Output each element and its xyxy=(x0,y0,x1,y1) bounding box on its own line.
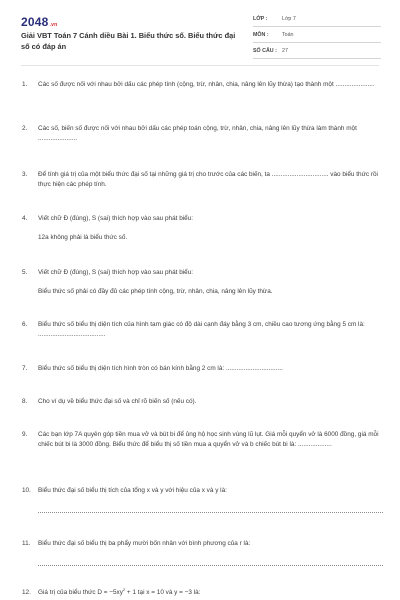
question-text: Các số được nối với nhau bởi dấu các phép tính (cộng, trừ, nhân, chia, nâng lên lũy thừa) tạo thành một ...................... xyxy=(38,81,375,88)
logo-suffix-text: .vn xyxy=(49,22,58,28)
document-meta xyxy=(253,14,381,62)
logo-main-text: 2048 xyxy=(21,15,49,29)
meta-row-subject xyxy=(253,30,381,43)
question-number: 11. xyxy=(22,540,31,547)
question-body xyxy=(38,214,380,243)
question-text: Biểu thức số biểu thị diện tích của hình tam giác có độ dài cạnh đáy bằng 3 cm, chiều cao tương ứng bằng 5 cm là: ...................................... xyxy=(38,321,365,338)
question-number: 2. xyxy=(22,125,28,132)
question-text: Các số, biến số được nối với nhau bởi dấu các phép toán cộng, trừ, nhân, chia, nâng lên lũy thừa làm thành một ...................... xyxy=(38,125,357,142)
question-number: 4. xyxy=(22,215,28,222)
question-text: Biểu thức đại số biểu thị ba phẩy mười bốn nhân với bình phương của r là: xyxy=(38,540,251,547)
question-text: Viết chữ Đ (đúng), S (sai) thích hợp vào sau phát biểu: xyxy=(38,269,194,276)
exponent: 2 xyxy=(122,587,126,592)
document-header xyxy=(0,0,400,62)
meta-row-question-count xyxy=(253,46,381,59)
question-number: 6. xyxy=(22,321,28,328)
question-number: 7. xyxy=(22,365,28,372)
document-title: Giải VBT Toán 7 Cánh diều Bài 1. Biểu thức số. Biểu thức đại số có đáp án xyxy=(21,31,236,51)
question-text-start: Giá trị của biểu thức D = −5xy xyxy=(38,589,123,596)
meta-value: Toán xyxy=(282,32,294,38)
question-statement: Biểu thức số phải có đầy đủ các phép tính cộng, trừ, nhân, chia, nâng lên lũy thừa. xyxy=(38,288,273,295)
meta-key: MÔN : xyxy=(253,32,269,38)
question-number: 5. xyxy=(22,269,28,276)
question-text: Để tính giá trị của một biểu thức đại số tại những giá trị cho trước của các biến, ta ................................ vào biểu thức rồi thực hiện các phép tính. xyxy=(38,171,378,188)
question-statement: 12a không phải là biểu thức số. xyxy=(38,234,128,241)
question-body xyxy=(38,268,380,297)
question-number: 8. xyxy=(22,398,28,405)
header-divider xyxy=(21,65,379,66)
answer-line[interactable] xyxy=(38,512,383,513)
meta-value: Lớp 7 xyxy=(282,16,296,22)
question-text: Các bạn lớp 7A quyên góp tiền mua vở và bút bi để ủng hộ học sinh vùng lũ lụt. Giá mỗi quyển vở là 6000 đồng, giá mỗi chiếc bút bi là 3000 đồng. Biểu thức để biểu thị số tiền mua a quyển vở và b chiếc bút bi là: ................... xyxy=(38,431,379,448)
question-number: 12. xyxy=(22,589,31,596)
question-text: Biểu thức đại số biểu thị tích của tổng x và y với hiệu của x và y là: xyxy=(38,487,227,494)
question-text: Viết chữ Đ (đúng), S (sai) thích hợp vào sau phát biểu: xyxy=(38,215,194,222)
meta-key: SỐ CÂU : xyxy=(253,48,277,54)
meta-key: LỚP : xyxy=(253,16,268,22)
site-logo[interactable] xyxy=(21,15,57,29)
question-text: Biểu thức số biểu thị diện tích hình tròn có bán kính bằng 2 cm là: ................................ xyxy=(38,365,283,372)
answer-line[interactable] xyxy=(38,565,383,566)
question-text-end: + 1 tại x = 10 và y = −3 là: xyxy=(125,589,201,596)
question-number: 1. xyxy=(22,81,28,88)
meta-value: 27 xyxy=(282,48,288,54)
question-number: 3. xyxy=(22,171,28,178)
question-number: 10. xyxy=(22,487,31,494)
question-number: 9. xyxy=(22,431,28,438)
question-text: Cho ví dụ về biểu thức đại số và chỉ rõ biến số (nếu có). xyxy=(38,398,197,405)
meta-row-class xyxy=(253,14,381,27)
question-text xyxy=(38,588,380,598)
